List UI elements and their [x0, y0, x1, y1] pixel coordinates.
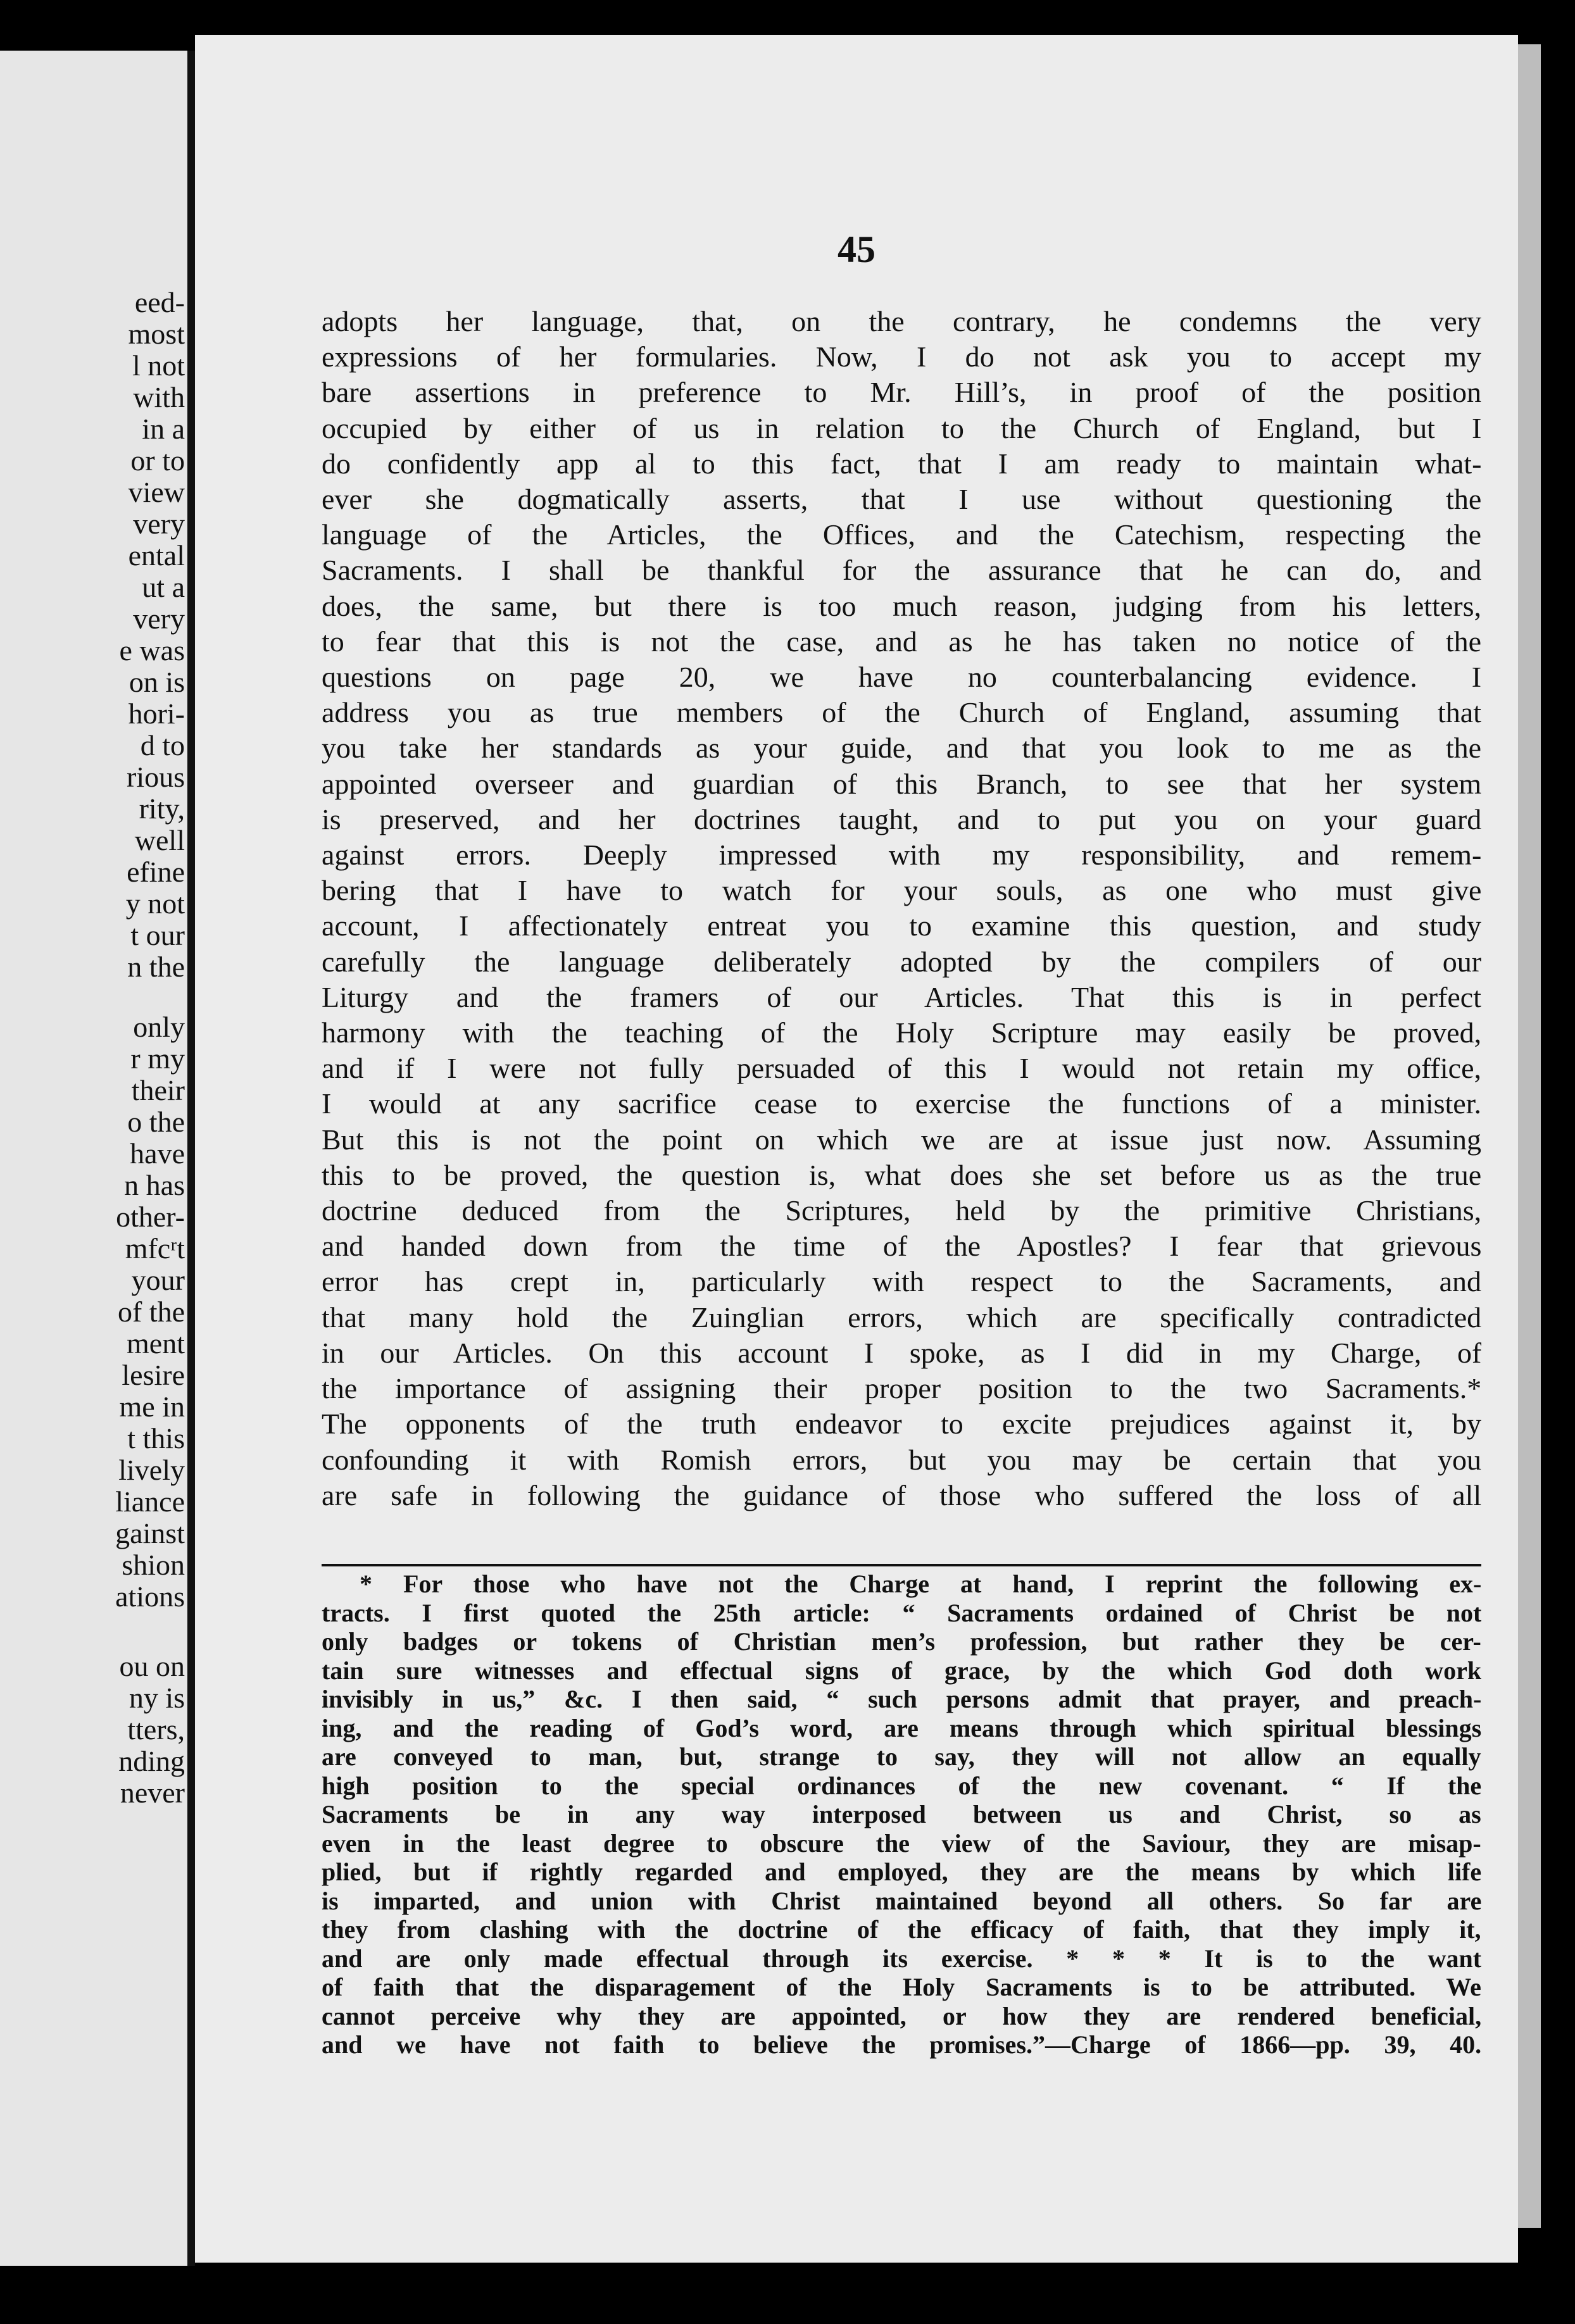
body-line: and handed down from the time of the Apostles? I fear that grievous — [322, 1230, 1481, 1263]
body-line: appointed overseer and guardian of this Branch, to see that her system — [322, 767, 1481, 800]
body-line: is preserved, and her doctrines taught, and to put you on your guard — [322, 803, 1481, 835]
body-line: that many hold the Zuinglian errors, which are specifically contradicted — [322, 1301, 1481, 1334]
footnote-line: tain sure witnesses and effectual signs of grace, by the which God doth work — [322, 1656, 1481, 1685]
body-line: the importance of assigning their proper position to the two Sacraments.* — [322, 1372, 1481, 1405]
left-page-fragment: d to — [140, 729, 185, 761]
left-page-fragment: eed- — [134, 286, 185, 318]
footnote-line: and are only made effectual through its exercise. * * * It is to the want — [322, 1944, 1481, 1973]
book-gutter — [187, 51, 195, 2266]
page-edge — [1518, 44, 1541, 2228]
body-line: bare assertions in preference to Mr. Hill’s, in proof of the position — [322, 376, 1481, 409]
body-text — [322, 304, 1481, 1513]
left-page-fragment: rious — [127, 761, 185, 793]
left-page-fragment: their — [131, 1074, 185, 1106]
footnote-line: invisibly in us,” &c. I then said, “ such persons admit that prayer, and preach- — [322, 1685, 1481, 1713]
left-page-fragment: most — [128, 318, 185, 350]
left-page-fragment: hori- — [128, 697, 185, 730]
body-line: against errors. Deeply impressed with my responsibility, and remem- — [322, 839, 1481, 872]
footnote-line: is imparted, and union with Christ maintained beyond all others. So far are — [322, 1886, 1481, 1915]
footnote-line: high position to the special ordinances of the new covenant. “ If the — [322, 1771, 1481, 1800]
left-page-fragment: in a — [142, 413, 185, 445]
left-page-fragment: lesire — [122, 1359, 185, 1391]
left-page-fragment: ou on — [119, 1650, 185, 1682]
left-page-fragment: n has — [124, 1169, 185, 1201]
left-page-fragment: of the — [117, 1296, 185, 1328]
footnote-line: ing, and the reading of God’s word, are means through which spiritual blessings — [322, 1713, 1481, 1742]
left-page-fragment: view — [128, 476, 185, 508]
footnote-rule — [322, 1564, 1481, 1566]
left-page-fragment: l not — [132, 349, 185, 382]
body-line: in our Articles. On this account I spoke, as I did in my Charge, of — [322, 1336, 1481, 1369]
left-page-fragment: n the — [127, 951, 185, 983]
left-page-fragment: e was — [119, 634, 185, 666]
body-line: harmony with the teaching of the Holy Scripture may easily be proved, — [322, 1016, 1481, 1049]
body-line: bering that I have to watch for your souls, as one who must give — [322, 874, 1481, 907]
body-line: doctrine deduced from the Scriptures, held by the primitive Christians, — [322, 1194, 1481, 1227]
footnote-line: Sacraments be in any way interposed between us and Christ, so as — [322, 1800, 1481, 1828]
footnote-line: of faith that the disparagement of the Holy Sacraments is to be attributed. We — [322, 1973, 1481, 2001]
footnote-line: only badges or tokens of Christian men’s profession, but rather they be cer- — [322, 1627, 1481, 1656]
left-page-fragment: or to — [130, 444, 185, 477]
left-page-fragment: o the — [127, 1106, 185, 1138]
left-page-fragment: only — [133, 1011, 185, 1043]
left-page-fragment: ations — [115, 1580, 185, 1613]
footnote-line: plied, but if rightly regarded and employed, they are the means by which life — [322, 1858, 1481, 1886]
left-page-fragment: very — [133, 603, 185, 635]
body-line: you take her standards as your guide, and that you look to me as the — [322, 732, 1481, 765]
left-page-fragment: shion — [122, 1549, 185, 1581]
body-line: Liturgy and the framers of our Articles. That this is in perfect — [322, 980, 1481, 1013]
body-line: questions on page 20, we have no counterbalancing evidence. I — [322, 661, 1481, 694]
left-page-fragment: ut a — [142, 571, 185, 603]
left-page-fragment: r my — [130, 1042, 185, 1075]
footnote-line: cannot perceive why they are appointed, or how they are rendered beneficial, — [322, 2001, 1481, 2030]
body-line: and if I were not fully persuaded of this I would not retain my office, — [322, 1052, 1481, 1085]
left-page-fragment: me in — [119, 1390, 185, 1423]
left-page — [0, 51, 190, 2266]
body-line: this to be proved, the question is, what does she set before us as the true — [322, 1158, 1481, 1191]
body-line: carefully the language deliberately adopted by the compilers of our — [322, 945, 1481, 978]
body-line: to fear that this is not the case, and as he has taken no notice of the — [322, 625, 1481, 658]
left-page-fragment: t our — [130, 919, 185, 951]
body-line: does, the same, but there is too much reason, judging from his letters, — [322, 589, 1481, 622]
body-line: address you as true members of the Church of England, assuming that — [322, 696, 1481, 729]
left-page-fragment: ny is — [129, 1682, 185, 1714]
left-page-fragment: ental — [128, 539, 185, 572]
left-page-fragment: on is — [129, 666, 185, 698]
left-page-fragment: have — [130, 1137, 185, 1170]
footnote-line: even in the least degree to obscure the view of the Saviour, they are misap- — [322, 1828, 1481, 1858]
body-line: confounding it with Romish errors, but you may be certain that you — [322, 1443, 1481, 1476]
left-page-fragment: lively — [118, 1454, 185, 1486]
left-page-fragment: nding — [118, 1745, 185, 1777]
left-page-fragment: mfcʳt — [125, 1232, 185, 1265]
body-line: The opponents of the truth endeavor to excite prejudices against it, by — [322, 1408, 1481, 1440]
body-line: error has crept in, particularly with respect to the Sacraments, and — [322, 1265, 1481, 1298]
page-number: 45 — [838, 228, 875, 270]
body-line: account, I affectionately entreat you to examine this question, and study — [322, 909, 1481, 942]
left-page-fragment: gainst — [115, 1517, 185, 1549]
left-page-fragment: y not — [125, 887, 185, 920]
left-page-fragment: other- — [116, 1201, 185, 1233]
left-page-fragment: with — [133, 381, 185, 413]
left-page-fragment: efine — [127, 856, 185, 888]
footnote — [322, 1570, 1481, 2059]
left-page-fragment: liance — [115, 1485, 185, 1518]
body-line: do confidently app al to this fact, that I am ready to maintain what- — [322, 447, 1481, 480]
footnote-line: and we have not faith to believe the promises.”—Charge of 1866—pp. 39, 40. — [322, 2030, 1481, 2059]
body-line: adopts her language, that, on the contrary, he condemns the very — [322, 305, 1481, 337]
body-line: I would at any sacrifice cease to exercise the functions of a minister. — [322, 1087, 1481, 1120]
left-page-fragment: your — [131, 1264, 185, 1296]
left-page-fragment: never — [120, 1777, 185, 1809]
body-line: expressions of her formularies. Now, I do not ask you to accept my — [322, 340, 1481, 373]
left-page-fragment: t this — [127, 1422, 185, 1454]
left-page-fragment: tters, — [127, 1713, 185, 1746]
left-page-fragment: very — [133, 508, 185, 540]
left-page-fragment: well — [134, 824, 185, 856]
body-line: Sacraments. I shall be thankful for the assurance that he can do, and — [322, 554, 1481, 587]
left-page-fragment: rity, — [139, 792, 185, 825]
footnote-line: * For those who have not the Charge at hand, I reprint the following ex- — [360, 1570, 1481, 1598]
body-line: ever she dogmatically asserts, that I use without questioning the — [322, 483, 1481, 516]
footnote-line: tracts. I first quoted the 25th article: “ Sacraments ordained of Christ be not — [322, 1598, 1481, 1627]
body-line: occupied by either of us in relation to the Church of England, but I — [322, 411, 1481, 444]
body-line: language of the Articles, the Offices, and the Catechism, respecting the — [322, 518, 1481, 551]
footnote-line: are conveyed to man, but, strange to say, they will not allow an equally — [322, 1742, 1481, 1771]
footnote-line: they from clashing with the doctrine of the efficacy of faith, that they imply it, — [322, 1915, 1481, 1944]
body-line: But this is not the point on which we are at issue just now. Assuming — [322, 1123, 1481, 1156]
body-line: are safe in following the guidance of those who suffered the loss of all — [322, 1478, 1481, 1511]
left-page-fragment: ment — [127, 1327, 185, 1359]
right-page — [195, 35, 1518, 2263]
